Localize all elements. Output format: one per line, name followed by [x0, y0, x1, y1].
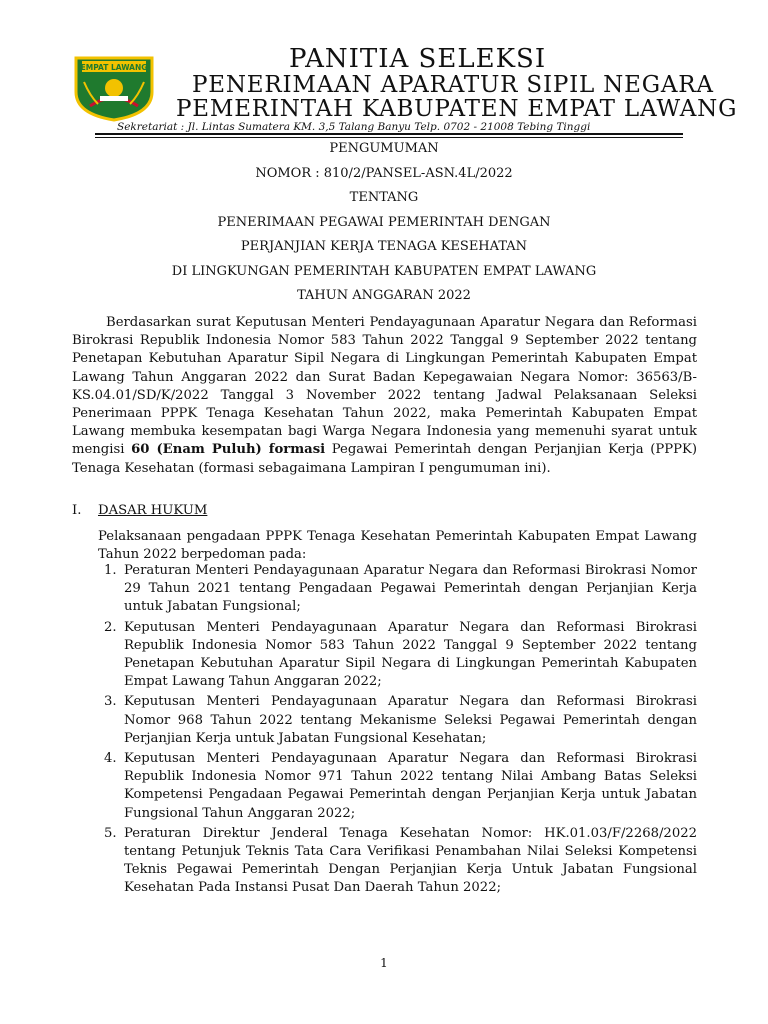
list-item-text: Peraturan Direktur Jenderal Tenaga Kesehatan Nomor: HK.01.03/F/2268/2022 tentang Petunjuk Teknis Tata Cara Verifikasi Penambahan Nilai Seleksi Kompetensi Teknis Pegawai Pemerintah Dengan Perjanjian Kerja Untuk Jabatan Fungsional Kesehatan Pada Instansi Pusat Dan Daerah Tahun 2022;: [124, 825, 697, 896]
title-line: TENTANG: [349, 190, 419, 205]
letterhead-divider: [95, 133, 683, 135]
section-intro: Pelaksanaan pengadaan PPPK Tenaga Kesehatan Pemerintah Kabupaten Empat Lawang Tahun 2022 berpedoman pada:: [98, 529, 697, 563]
section-number: I.: [72, 503, 82, 518]
government-name: PEMERINTAH KABUPATEN EMPAT LAWANG: [176, 96, 738, 122]
announcement-titles: [0, 137, 768, 309]
secretariat-address: Sekretariat : Jl. Lintas Sumatera KM. 3,5 Talang Banyu Telp. 0702 - 21008 Tebing Tinggi: [117, 121, 591, 133]
title-line: PENGUMUMAN: [329, 141, 439, 156]
legal-basis-list: [98, 562, 697, 900]
intro-text: Berdasarkan surat Keputusan Menteri Pendayagunaan Aparatur Negara dan Reformasi Birokrasi Republik Indonesia Nomor 583 Tahun 2022 Tanggal 9 September 2022 tentang Penetapan Kebutuhan Aparatur Sipil Negara di Lingkungan Pemerintah Kabupaten Empat Lawang Tahun Anggaran 2022 dan Surat Badan Kepegawaian Negara Nomor: 36563/B-KS.04.01/SD/K/2022 Tanggal 3 November 2022 tentang Jadwal Pelaksanaan Seleksi Penerimaan PPPK Tenaga Kesehatan Tahun 2022, maka Pemerintah Kabupaten Empat Lawang membuka kesempatan bagi Warga Negara Indonesia yang memenuhi syarat untuk mengisi: [72, 315, 697, 458]
intro-bold-text: 60 (Enam Puluh) formasi: [131, 442, 326, 458]
list-item: [98, 750, 697, 823]
list-item-number: 2.: [104, 619, 117, 635]
title-line: DI LINGKUNGAN PEMERINTAH KABUPATEN EMPAT LAWANG: [171, 263, 597, 279]
list-item: [98, 825, 697, 898]
list-item: [98, 562, 697, 617]
list-item-text: Keputusan Menteri Pendayagunaan Aparatur Negara dan Reformasi Birokrasi Nomor 968 Tahun 2022 tentang Mekanisme Seleksi Pegawai Pemerintah dengan Perjanjian Kerja untuk Jabatan Fungsional Kesehatan;: [124, 694, 697, 746]
list-item-text: Keputusan Menteri Pendayagunaan Aparatur Negara dan Reformasi Birokrasi Republik Indonesia Nomor 583 Tahun 2022 Tanggal 9 September 2022 tentang Penetapan Kebutuhan Aparatur Sipil Negara di Lingkungan Pemerintah Kabupaten Empat Lawang Tahun Anggaran 2022;: [124, 619, 697, 690]
list-item-text: Peraturan Menteri Pendayagunaan Aparatur Negara dan Reformasi Birokrasi Nomor 29 Tahun 2021 tentang Pengadaan Pegawai Pemerintah dengan Perjanjian Kerja untuk Jabatan Fungsional;: [124, 563, 697, 615]
regency-emblem-icon: [70, 52, 158, 122]
section-title: DASAR HUKUM: [98, 503, 208, 518]
emblem-text: EMPAT LAWANG: [80, 63, 148, 72]
title-line: TAHUN ANGGARAN 2022: [297, 288, 471, 303]
title-line: NOMOR : 810/2/PANSEL-ASN.4L/2022: [255, 165, 513, 181]
title-line: PERJANJIAN KERJA TENAGA KESEHATAN: [240, 239, 528, 254]
list-item-number: 5.: [104, 825, 117, 841]
list-item: [98, 693, 697, 748]
list-item-number: 1.: [104, 563, 117, 578]
list-item-text: Keputusan Menteri Pendayagunaan Aparatur Negara dan Reformasi Birokrasi Republik Indonesia Nomor 971 Tahun 2022 tentang Nilai Ambang Batas Seleksi Kompetensi Pengadaan Pegawai Pemerintah dengan Perjanjian Kerja untuk Jabatan Fungsional Tahun Anggaran 2022;: [124, 751, 697, 821]
letterhead: [0, 0, 768, 135]
page-number: 1: [380, 956, 388, 970]
agency-subtitle: PENERIMAAN APARATUR SIPIL NEGARA: [192, 72, 714, 98]
intro-text-end: Pegawai Pemerintah dengan Perjanjian Kerja (PPPK) Tenaga Kesehatan (formasi sebagaimana Lampiran I pengumuman ini).: [72, 442, 698, 476]
section-heading: [72, 503, 207, 518]
intro-paragraph: [72, 314, 697, 478]
committee-title: PANITIA SELEKSI: [289, 44, 547, 74]
list-item-number: 3.: [104, 694, 117, 710]
list-item-number: 4.: [104, 751, 117, 767]
list-item: [98, 619, 697, 692]
title-line: PENERIMAAN PEGAWAI PEMERINTAH DENGAN: [217, 214, 551, 230]
